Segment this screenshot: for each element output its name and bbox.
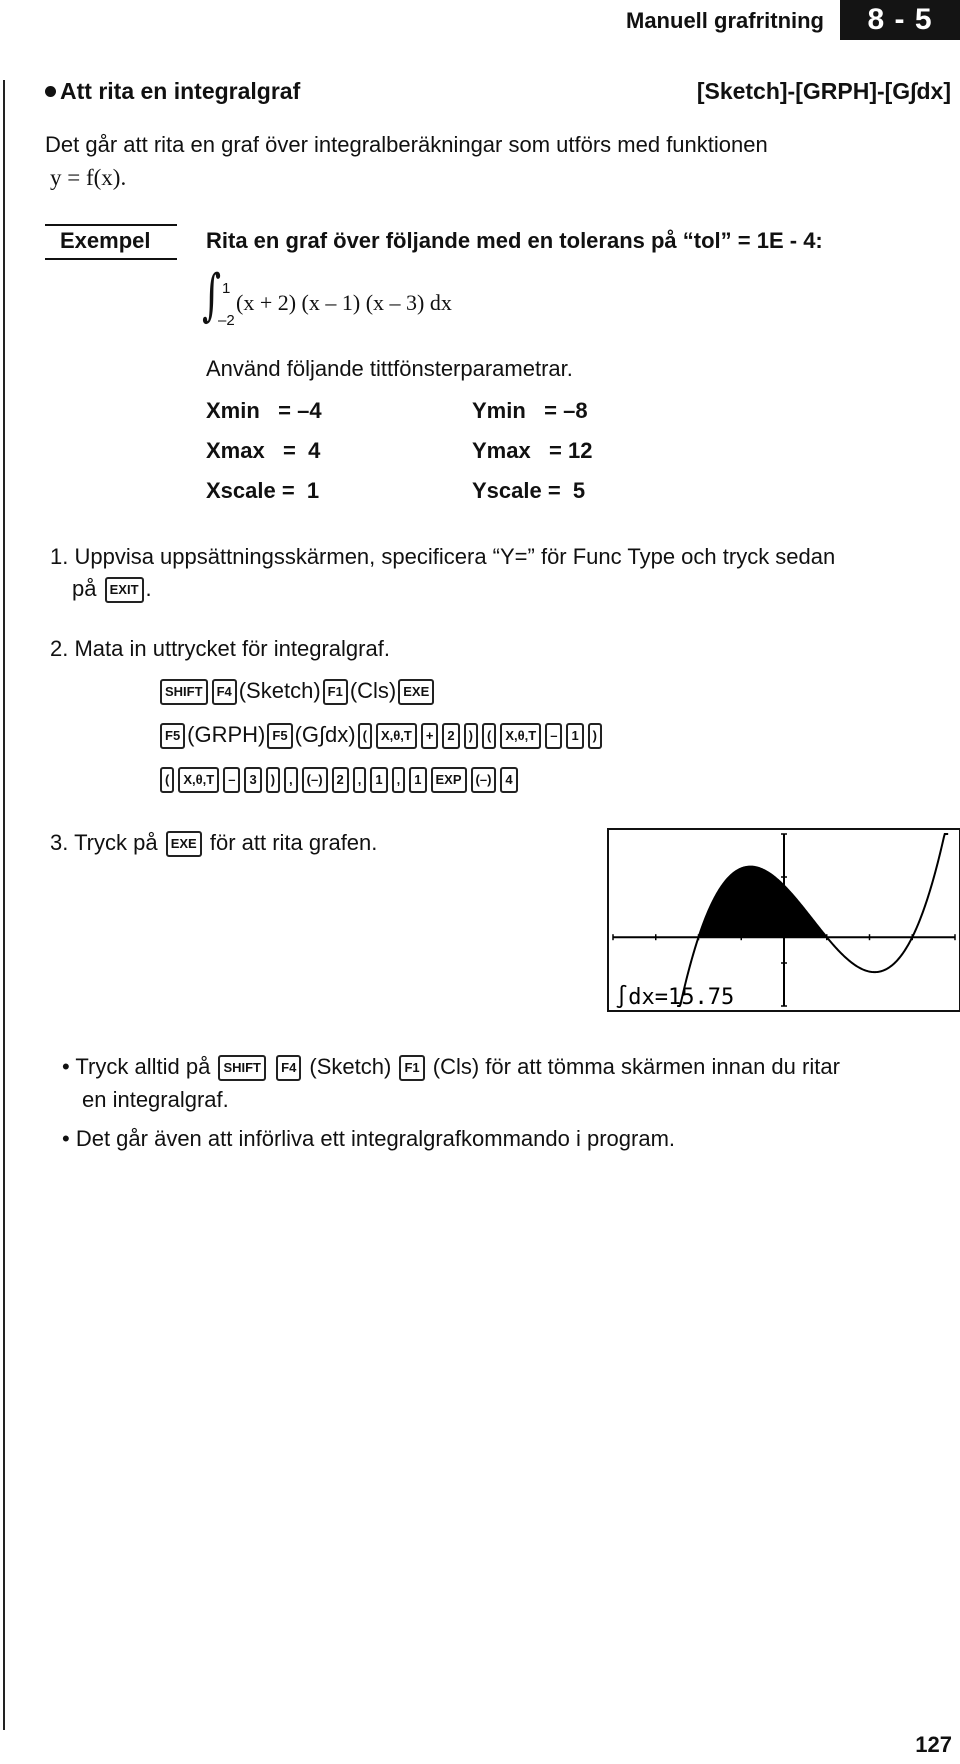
key-row2-6: + bbox=[421, 723, 439, 749]
integral-expression bbox=[202, 263, 562, 338]
key-row2-8: ) bbox=[464, 723, 478, 749]
key-row2-9: ( bbox=[482, 723, 496, 749]
key-row3-11: 1 bbox=[409, 767, 426, 793]
param-ymin: Ymin = –8 bbox=[472, 398, 588, 423]
key-row2-2: F5 bbox=[267, 723, 292, 749]
integral-lower-limit: –2 bbox=[218, 312, 235, 329]
note-2-text: Det går även att införliva ett integralgrafkommando i program. bbox=[75, 1126, 676, 1151]
note-1-text-c: (Cls) för att tömma skärmen innan du ritar bbox=[432, 1054, 840, 1079]
example-rule-bottom bbox=[45, 258, 177, 260]
page-margin-rule bbox=[3, 80, 5, 1730]
key-row2-12: 1 bbox=[566, 723, 583, 749]
key-row3-3: 3 bbox=[244, 767, 261, 793]
bullet-icon bbox=[45, 86, 56, 97]
key-row3-12: EXP bbox=[431, 767, 467, 793]
section-title bbox=[45, 78, 300, 105]
key-caption-row1-2: (Sketch) bbox=[238, 678, 321, 703]
exit-key: EXIT bbox=[105, 577, 144, 603]
key-sequence-row-2 bbox=[158, 722, 604, 749]
key-row2-13: ) bbox=[588, 723, 602, 749]
step-1-line-2: på EXIT . bbox=[72, 572, 152, 605]
key-row2-0: F5 bbox=[160, 723, 185, 749]
key-row3-13: (–) bbox=[471, 767, 497, 793]
key-caption-row2-3: (G∫dx) bbox=[294, 722, 356, 747]
key-row2-5: X,θ,T bbox=[376, 723, 417, 749]
key-row3-9: 1 bbox=[370, 767, 387, 793]
step-3-tail: för att rita grafen. bbox=[209, 830, 378, 855]
integral-readout: ∫dx=15.75 bbox=[615, 985, 735, 1010]
note-f1-key: F1 bbox=[399, 1055, 424, 1081]
intro-line-1: Det går att rita en graf över integralberäkningar som utförs med funktionen bbox=[45, 132, 768, 157]
key-caption-row2-1: (GRPH) bbox=[187, 722, 266, 747]
params-intro: Använd följande tittfönsterparametrar. bbox=[206, 356, 573, 381]
note-1-text-b: (Sketch) bbox=[309, 1054, 392, 1079]
key-row1-3: F1 bbox=[323, 679, 348, 705]
key-sequence-row-1 bbox=[158, 678, 436, 705]
key-row3-8: , bbox=[353, 767, 367, 793]
key-row1-5: EXE bbox=[398, 679, 434, 705]
section-title-text: Att rita en integralgraf bbox=[60, 78, 301, 104]
key-row3-2: – bbox=[223, 767, 240, 793]
note-1 bbox=[62, 1050, 942, 1116]
calculator-screen bbox=[607, 828, 960, 1012]
key-row3-7: 2 bbox=[332, 767, 349, 793]
note-1-line-2: en integralgraf. bbox=[82, 1087, 229, 1112]
key-row2-7: 2 bbox=[442, 723, 459, 749]
note-f4-key: F4 bbox=[276, 1055, 301, 1081]
integrand: (x + 2) (x – 1) (x – 3) dx bbox=[236, 290, 452, 315]
intro-line-2: y = f(x). bbox=[50, 165, 127, 190]
key-row3-14: 4 bbox=[500, 767, 517, 793]
key-row3-1: X,θ,T bbox=[178, 767, 219, 793]
exe-key: EXE bbox=[166, 831, 202, 857]
param-xscale: Xscale = 1 bbox=[206, 478, 320, 503]
key-row3-0: ( bbox=[160, 767, 174, 793]
step-1-line-1: 1. Uppvisa uppsättningsskärmen, specificera “Y=” för Func Type och tryck sedan bbox=[50, 544, 836, 569]
page-number: 127 bbox=[915, 1732, 952, 1757]
chapter-title: Manuell grafritning bbox=[626, 8, 824, 33]
section-number-box: 8 - 5 bbox=[840, 0, 960, 40]
step-3 bbox=[50, 826, 377, 859]
key-row1-0: SHIFT bbox=[160, 679, 208, 705]
key-row3-5: , bbox=[284, 767, 298, 793]
integral-sign-icon: ∫ bbox=[202, 263, 221, 328]
param-ymax: Ymax = 12 bbox=[472, 438, 593, 463]
step-2: 2. Mata in uttrycket för integralgraf. bbox=[50, 636, 390, 661]
key-row1-1: F4 bbox=[212, 679, 237, 705]
key-row2-11: – bbox=[545, 723, 562, 749]
section-key-path: [Sketch]-[GRPH]-[G∫dx] bbox=[696, 78, 951, 104]
note-bullet-icon: • bbox=[62, 1054, 70, 1079]
integral-upper-limit: 1 bbox=[222, 280, 231, 297]
key-row3-6: (–) bbox=[302, 767, 328, 793]
key-row3-10: , bbox=[392, 767, 406, 793]
step-3-lead: 3. Tryck på bbox=[50, 830, 158, 855]
key-row3-4: ) bbox=[266, 767, 280, 793]
note-1-text-a: Tryck alltid på bbox=[75, 1054, 211, 1079]
example-rule-top bbox=[45, 224, 177, 226]
step-1-lead: på bbox=[72, 576, 97, 601]
param-xmin: Xmin = –4 bbox=[206, 398, 322, 423]
example-label: Exempel bbox=[60, 228, 151, 253]
note-2 bbox=[62, 1122, 675, 1155]
key-row2-4: ( bbox=[358, 723, 372, 749]
key-caption-row1-4: (Cls) bbox=[349, 678, 397, 703]
key-row2-10: X,θ,T bbox=[500, 723, 541, 749]
param-xmax: Xmax = 4 bbox=[206, 438, 321, 463]
param-yscale: Yscale = 5 bbox=[472, 478, 586, 503]
example-text: Rita en graf över följande med en tolerans på “tol” = 1E - 4: bbox=[206, 228, 823, 253]
key-sequence-row-3 bbox=[158, 766, 520, 793]
integral-graph bbox=[609, 830, 959, 1010]
note-shift-key: SHIFT bbox=[218, 1055, 266, 1081]
note-bullet-icon: • bbox=[62, 1126, 70, 1151]
intro-paragraph bbox=[45, 128, 895, 194]
integral-shaded-region bbox=[699, 867, 827, 938]
